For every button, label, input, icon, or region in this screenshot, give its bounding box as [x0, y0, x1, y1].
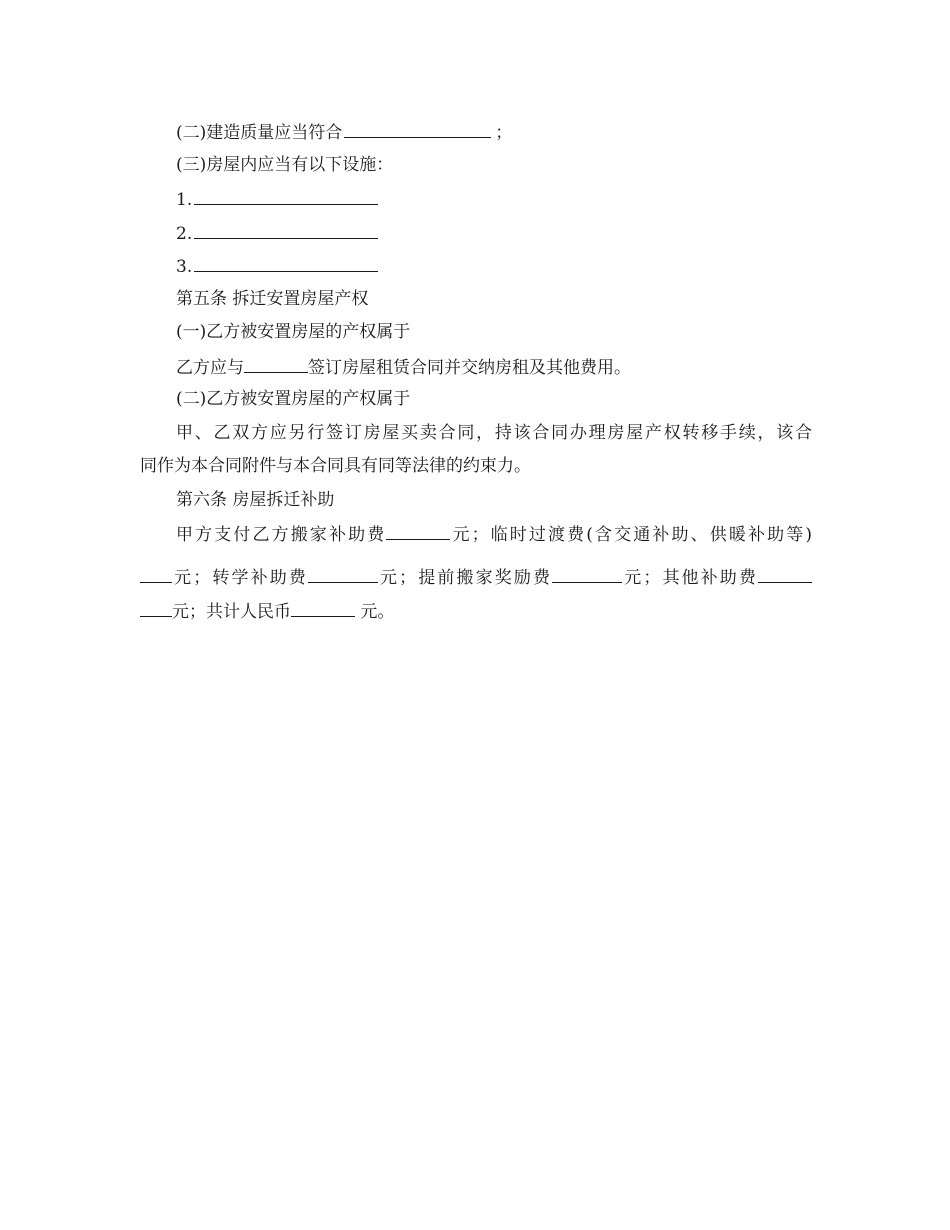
- facility-item-1-number: 1.: [176, 190, 193, 210]
- facilities-clause: (三)房屋内应当有以下设施：: [176, 155, 394, 175]
- article-6-line-2: [140, 566, 812, 588]
- facility-item-3-blank[interactable]: [194, 255, 378, 272]
- article-5-clause-1: (一)乙方被安置房屋的产权属于: [176, 322, 411, 342]
- quality-clause-end: ；: [495, 123, 513, 143]
- quality-clause-text: (二)建造质量应当符合: [176, 123, 343, 143]
- article-5-sale-clause-cont: 同作为本合同附件与本合同具有同等法律的约束力。: [140, 456, 531, 476]
- facility-item-2-number: 2.: [176, 224, 193, 244]
- early-move-blank[interactable]: [552, 566, 622, 583]
- transition-fee-blank[interactable]: [140, 566, 172, 583]
- facility-item-3: [176, 255, 378, 277]
- total-unit: 元。: [355, 602, 395, 622]
- lease-clause-text: 乙方应与: [176, 358, 244, 378]
- facility-item-3-number: 3.: [176, 257, 193, 277]
- moving-subsidy-blank[interactable]: [386, 523, 450, 540]
- facility-item-1-blank[interactable]: [194, 188, 378, 205]
- moving-subsidy-label: 甲方支付乙方搬家补助费: [176, 525, 387, 545]
- facility-item-2-blank[interactable]: [194, 222, 378, 239]
- early-move-label: 元；提前搬家奖励费: [377, 568, 553, 588]
- other-subsidy-label: 元；其他补助费: [622, 568, 759, 588]
- quality-clause: [176, 121, 512, 143]
- other-subsidy-blank[interactable]: [758, 566, 812, 583]
- total-blank[interactable]: [291, 600, 355, 617]
- school-transfer-label: 元；转学补助费: [172, 568, 308, 588]
- article-6-line-1: [176, 523, 812, 545]
- lease-clause-rest: 签订房屋租赁合同并交纳房租及其他费用。: [308, 358, 631, 378]
- article-6-title: 第六条 房屋拆迁补助: [176, 490, 335, 510]
- article-6-line-3: [140, 600, 394, 622]
- lease-party-blank[interactable]: [244, 356, 308, 373]
- total-label: 元；共计人民币: [172, 602, 291, 622]
- article-5-lease-clause: [176, 356, 631, 378]
- other-subsidy-blank-cont[interactable]: [140, 600, 172, 617]
- transition-fee-label: 元；临时过渡费(含交通补助、供暖补助等): [450, 525, 813, 545]
- facility-item-1: [176, 188, 378, 210]
- article-5-title: 第五条 拆迁安置房屋产权: [176, 289, 369, 309]
- quality-blank[interactable]: [344, 121, 491, 138]
- school-transfer-blank[interactable]: [308, 566, 378, 583]
- article-5-clause-2: (二)乙方被安置房屋的产权属于: [176, 389, 411, 409]
- article-5-sale-clause: 甲、乙双方应另行签订房屋买卖合同，持该合同办理房屋产权转移手续，该合: [176, 423, 812, 443]
- facility-item-2: [176, 222, 378, 244]
